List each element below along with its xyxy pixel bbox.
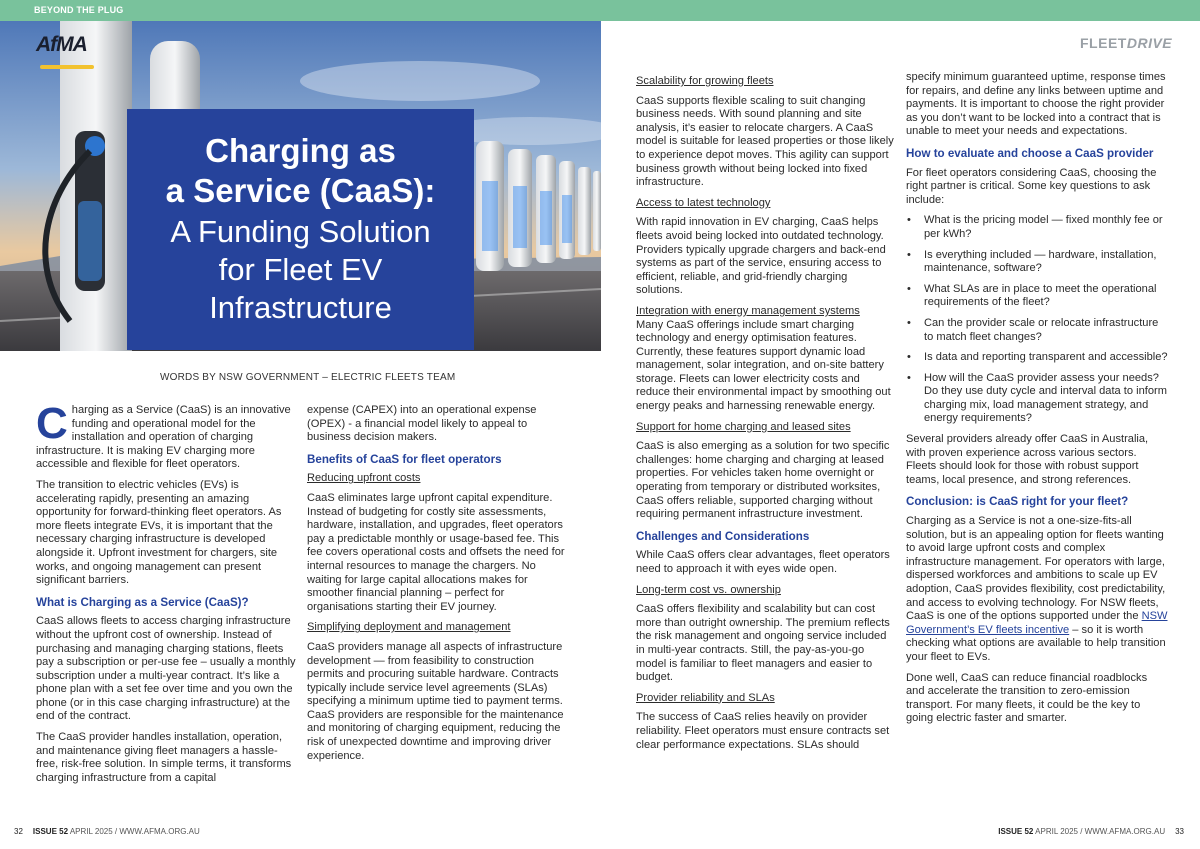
section-heading: How to evaluate and choose a CaaS provider (906, 146, 1154, 160)
website-link[interactable]: WWW.AFMA.ORG.AU (1084, 827, 1166, 836)
paragraph: CaaS offers flexibility and scalability but can cost more than outright ownership. The premium reflects the risk management and ongoing service included in multi-year contracts. Still, the pay-as-you-go model is familiar to fleet managers and easier to budget. (636, 603, 890, 684)
list-item: • Is everything included — hardware, installation, maintenance, software? (906, 249, 1168, 276)
column-2 (307, 404, 569, 770)
nsw-incentive-link[interactable]: NSW Government’s EV fleets incentive (906, 610, 1168, 636)
paragraph: While CaaS offers clear advantages, fleet operators need to approach it with eyes wide open. (636, 549, 890, 575)
paragraph: CaaS eliminates large upfront capital expenditure. Instead of budgeting for costly site assessments, hardware, installation, and upgrades, fleet operators pay a predictable monthly or usage-based fee. This fee covers operational costs and offsets the need for internal resources to manage the chargers. No waiting for large capital allocations makes for smoother financial planning – perfect for organisations starting their EV journey. (307, 491, 565, 613)
paragraph: CaaS is also emerging as a solution for two specific challenges: home charging and charging at leased properties. For vehicles taken home overnight or operating from temporary or distributed worksites, CaaS offers reliable, supported charging without requiring permanent infrastructure investment. (636, 440, 890, 521)
subheading: Scalability for growing fleets (636, 75, 774, 87)
paragraph: expense (CAPEX) into an operational expense (OPEX) - a financial model likely to appeal to business decision makers. (307, 404, 537, 444)
paragraph: Several providers already offer CaaS in Australia, with proven experience across various sectors. Fleets should look for those with robust support teams, local presence, and strong references. (906, 433, 1149, 486)
column-1 (36, 399, 298, 792)
footer-left (14, 827, 200, 836)
issue-label: ISSUE 52 (32, 827, 69, 836)
subtitle-line: Infrastructure (209, 290, 392, 325)
intro-text: harging as a Service (CaaS) is an innovative funding and operational model for the installation and operation of charging infrastructure. It is making EV charging more accessible and flexible for fleet operators. (36, 404, 291, 471)
subheading: Access to latest technology (636, 196, 771, 209)
title-line: Charging as (205, 132, 396, 169)
section-heading: Conclusion: is CaaS right for your fleet? (906, 495, 1129, 509)
paragraph: Many CaaS offerings include smart charging technology and energy optimisation features. Currently, these features support dynamic load management, solar integration, and on-site battery storage. Fleets can lower electricity costs and reduce their environmental impact by smoothing out energy peaks and harnessing renewable energy. (636, 318, 891, 413)
subheading: Integration with energy management systems (636, 304, 860, 317)
section-tag: BEYOND THE PLUG (34, 5, 124, 15)
paragraph: CaaS supports flexible scaling to suit changing business needs. With sound planning and site analysis, it’s easier to relocate chargers. A CaaS model is suitable for leased properties or those likely to experience depot moves. This agility can support business growth without being locked into fixed infrastructure. (636, 94, 894, 189)
column-4 (906, 71, 1168, 733)
title-subtitle (127, 213, 474, 327)
text: – so it is worth checking what options are available to help transition your fleet to EVs. (906, 623, 1166, 663)
paragraph: For fleet operators considering CaaS, choosing the right partner is critical. Some key questions to ask include: (906, 166, 1157, 206)
issue-date: APRIL 2025 / (1033, 827, 1085, 836)
logo-swoosh (40, 65, 94, 69)
subheading: Simplifying deployment and management (307, 621, 511, 634)
page-number: 32 (14, 827, 23, 836)
brand-prefix: FLEET (1080, 35, 1127, 51)
issue-label: ISSUE 52 (998, 827, 1034, 836)
section-heading: Benefits of CaaS for fleet operators (307, 452, 502, 466)
list-item: • How will the CaaS provider assess your needs? Do they use duty cycle and interval data to inform charging mix, load management strategy, and energy requirements? (906, 372, 1168, 426)
brand-suffix: DRIVE (1126, 35, 1173, 51)
questions-list (906, 214, 1168, 426)
footer-right (998, 827, 1184, 836)
subheading: Support for home charging and leased sites (636, 420, 851, 433)
paragraph (906, 515, 1168, 665)
paragraph: The success of CaaS relies heavily on provider reliability. Fleet operators must ensure contracts set clear performance expectations. SLAs should (636, 711, 890, 751)
issue-date: APRIL 2025 / (68, 827, 120, 836)
paragraph: The CaaS provider handles installation, operation, and maintenance giving fleet managers a hassle-free, risk-free solution. In simple terms, it transforms charging infrastructure from a capital (36, 731, 292, 784)
fleetdrive-brand (1080, 35, 1172, 51)
intro-paragraph (36, 399, 298, 472)
page-number: 33 (1175, 827, 1184, 836)
byline: WORDS BY NSW GOVERNMENT – ELECTRIC FLEETS TEAM (160, 372, 456, 383)
header-band (0, 0, 1200, 21)
list-item: • Is data and reporting transparent and accessible? (906, 351, 1168, 365)
paragraph: CaaS allows fleets to access charging infrastructure without the upfront cost of ownership. Instead of purchasing and managing charging stations, fleets pay a subscription or per-use fee – usually a monthly subscription under a multi-year contract. It’s like a phone plan with a set fee over time and you own the phone (or in this case charging infrastructure) at the end of the contract. (36, 615, 296, 723)
subheading: Provider reliability and SLAs (636, 691, 775, 704)
subheading: Reducing upfront costs (307, 472, 421, 485)
paragraph: specify minimum guaranteed uptime, response times for repairs, and define any links between uptime and payments. It is important to choose the right provider as you don’t want to be locked into a contract that is unable to meet your needs and expectations. (906, 71, 1166, 138)
list-item: • What SLAs are in place to meet the operational requirements of the fleet? (906, 283, 1168, 310)
paragraph: Done well, CaaS can reduce financial roadblocks and accelerate the transition to zero-emission transport. For many fleets, it could be the key to going electric faster and smarter. (906, 671, 1148, 725)
title-bold (127, 131, 474, 211)
paragraph: With rapid innovation in EV charging, CaaS helps fleets avoid being locked into outdated technology. Providers typically upgrade chargers and back-end systems as part of the service, ensuring access to efficient, reliable, and grid-friendly charging solutions. (636, 216, 886, 297)
drop-cap: C (36, 399, 68, 448)
subtitle-line: A Funding Solution (170, 214, 431, 249)
title-line: a Service (CaaS): (165, 172, 436, 209)
subheading: Long-term cost vs. ownership (636, 583, 781, 596)
paragraph: The transition to electric vehicles (EVs) is accelerating rapidly, presenting an amazing opportunity for forward-thinking fleet operators. As more fleets integrate EVs, it is important that the necessary charging infrastructure is developed alongside it. Upfront investment for chargers, site works, and ongoing management can present significant barriers. (36, 478, 282, 587)
list-item: • Can the provider scale or relocate infrastructure to match fleet changes? (906, 317, 1168, 344)
list-item: • What is the pricing model — fixed monthly fee or per kWh? (906, 214, 1168, 241)
afma-logo: AfMA (36, 33, 87, 56)
section-heading: What is Charging as a Service (CaaS)? (36, 595, 249, 609)
paragraph: CaaS providers manage all aspects of infrastructure development — from feasibility to construction permits and procuring suitable hardware. Contracts typically include service level agreements (SLAs) specifying a minimum uptime tied to payment terms. CaaS providers are responsible for the maintenance and monitoring of charging equipment, reducing the risk of unexpected downtime and improving driver experience. (307, 640, 564, 762)
subtitle-line: for Fleet EV (218, 252, 383, 287)
column-3 (636, 71, 896, 759)
title-box (127, 109, 474, 350)
section-heading: Challenges and Considerations (636, 529, 810, 543)
website-link[interactable]: WWW.AFMA.ORG.AU (119, 827, 200, 836)
text: Charging as a Service is not a one-size-fits-all solution, but is an appealing option for fleets wanting to avoid large upfront costs and complex infrastructure management. For operators with large, dispersed workforces and ambitions to scale up EV adoption, CaaS provides flexibility, cost predictability, and access to evolving technology. For NSW fleets, CaaS is one of the options supported under the (906, 515, 1166, 623)
